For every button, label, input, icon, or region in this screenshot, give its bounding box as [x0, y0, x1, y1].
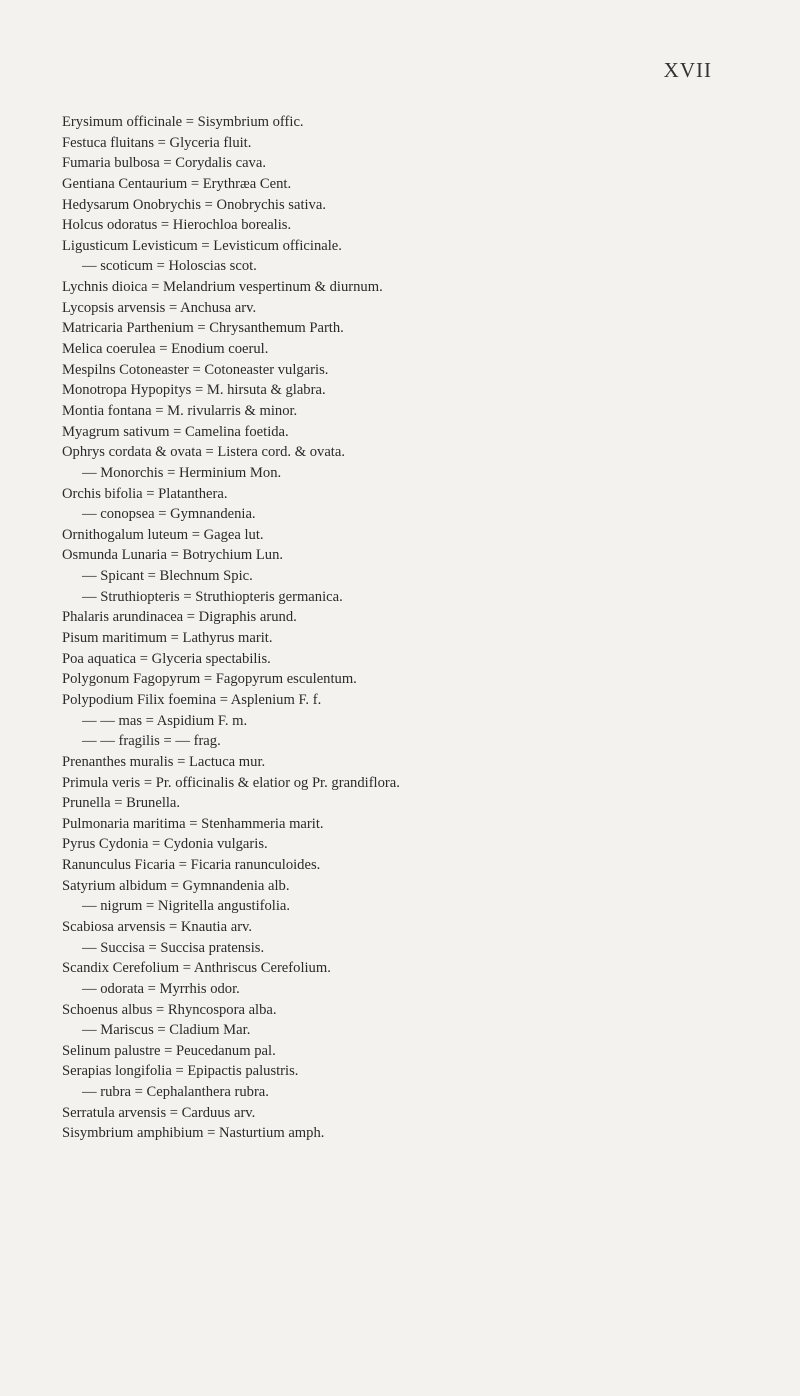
list-item: — conopsea = Gymnandenia. [82, 506, 256, 523]
list-item: Phalaris arundinacea = Digraphis arund. [62, 609, 297, 626]
list-item: Gentiana Centaurium = Erythræa Cent. [62, 175, 292, 192]
list-item: Pulmonaria maritima = Stenhammeria marit. [62, 815, 324, 832]
list-item: — rubra = Cephalanthera rubra. [82, 1084, 269, 1101]
list-item: Serratula arvensis = Carduus arv. [62, 1104, 256, 1121]
list-item: — Mariscus = Cladium Mar. [82, 1022, 251, 1039]
list-item: — odorata = Myrrhis odor. [82, 980, 240, 997]
list-item: Scandix Cerefolium = Anthriscus Cerefolium. [62, 960, 331, 977]
list-item: Prenanthes muralis = Lactuca mur. [62, 753, 266, 770]
list-item: Ophrys cordata & ovata = Listera cord. & ovata. [62, 444, 345, 461]
list-item: Fumaria bulbosa = Corydalis cava. [62, 155, 266, 172]
list-item: Ornithogalum luteum = Gagea lut. [62, 526, 264, 543]
list-item: Polygonum Fagopyrum = Fagopyrum esculentum. [62, 671, 357, 688]
list-item: Poa aquatica = Glyceria spectabilis. [62, 650, 271, 667]
list-item: — Spicant = Blechnum Spic. [82, 568, 253, 585]
list-item: Holcus odoratus = Hierochloa borealis. [62, 217, 292, 234]
list-item: Ligusticum Levisticum = Levisticum officinale. [62, 237, 342, 254]
list-item: Pisum maritimum = Lathyrus marit. [62, 630, 273, 647]
list-item: Serapias longifolia = Epipactis palustris. [62, 1063, 299, 1080]
list-item: Matricaria Parthenium = Chrysanthemum Parth. [62, 320, 344, 337]
list-item: Mespilns Cotoneaster = Cotoneaster vulgaris. [62, 361, 329, 378]
list-item: — Succisa = Succisa pratensis. [82, 939, 265, 956]
list-item: Monotropa Hypopitys = M. hirsuta & glabra. [62, 382, 326, 399]
list-item: Lycopsis arvensis = Anchusa arv. [62, 299, 257, 316]
list-item: Primula veris = Pr. officinalis & elatior og Pr. grandiflora. [62, 774, 400, 791]
list-item: — Monorchis = Herminium Mon. [82, 464, 282, 481]
list-item: Lychnis dioica = Melandrium vespertinum & diurnum. [62, 279, 383, 296]
list-item: — — fragilis = — frag. [82, 733, 221, 750]
list-item: Myagrum sativum = Camelina foetida. [62, 423, 289, 440]
list-item: — nigrum = Nigritella angustifolia. [82, 898, 291, 915]
list-item: Polypodium Filix foemina = Asplenium F. f. [62, 691, 322, 708]
list-item: Scabiosa arvensis = Knautia arv. [62, 918, 253, 935]
list-item: Montia fontana = M. rivularris & minor. [62, 402, 298, 419]
list-item: Sisymbrium amphibium = Nasturtium amph. [62, 1125, 325, 1142]
list-item: — scoticum = Holoscias scot. [82, 258, 257, 275]
list-item: — — mas = Aspidium F. m. [82, 712, 248, 729]
list-item: Selinum palustre = Peucedanum pal. [62, 1042, 276, 1059]
list-item: Schoenus albus = Rhyncospora alba. [62, 1001, 277, 1018]
list-item: Prunella = Brunella. [62, 795, 181, 812]
page-number: XVII [663, 58, 712, 82]
list-item: Orchis bifolia = Platanthera. [62, 485, 228, 502]
list-item: Melica coerulea = Enodium coerul. [62, 341, 269, 358]
list-item: — Struthiopteris = Struthiopteris germanica. [82, 588, 343, 605]
list-item: Osmunda Lunaria = Botrychium Lun. [62, 547, 284, 564]
list-item: Festuca fluitans = Glyceria fluit. [62, 134, 252, 151]
list-item: Erysimum officinale = Sisymbrium offic. [62, 114, 304, 130]
list-item: Hedysarum Onobrychis = Onobrychis sativa. [62, 196, 326, 213]
synonym-list [62, 112, 760, 1144]
list-item: Ranunculus Ficaria = Ficaria ranunculoides. [62, 857, 321, 874]
list-item: Satyrium albidum = Gymnandenia alb. [62, 877, 290, 894]
list-item: Pyrus Cydonia = Cydonia vulgaris. [62, 836, 268, 853]
